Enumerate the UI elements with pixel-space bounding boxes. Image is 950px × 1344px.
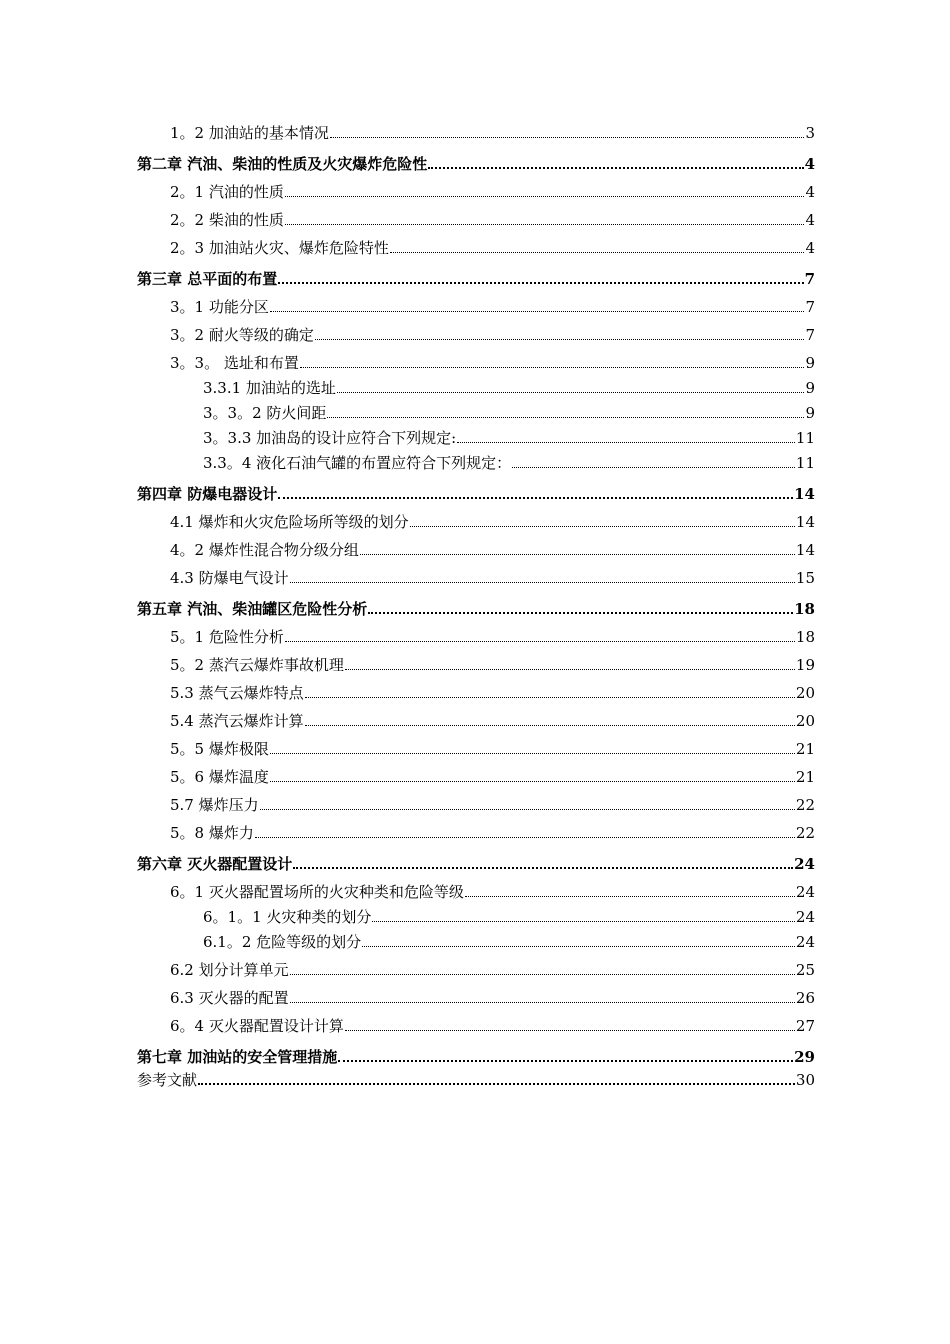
dot-leader xyxy=(255,837,795,838)
toc-page-number: 19 xyxy=(795,656,815,674)
dot-leader xyxy=(457,442,795,443)
dot-leader xyxy=(465,896,795,897)
dot-leader xyxy=(260,809,795,810)
dot-leader xyxy=(300,367,805,368)
dot-leader xyxy=(512,467,795,468)
toc-entry-title: 3。3。2 防火间距 xyxy=(203,404,327,422)
toc-page-number: 7 xyxy=(805,298,815,316)
toc-section-entry[interactable] xyxy=(137,824,815,842)
toc-page-number: 20 xyxy=(795,712,815,730)
toc-chapter-entry[interactable] xyxy=(137,270,815,288)
toc-chapter-entry[interactable] xyxy=(137,485,815,503)
toc-entry-title: 6.1。2 危险等级的划分 xyxy=(203,933,362,951)
toc-page-number: 4 xyxy=(805,211,815,229)
dot-leader xyxy=(290,1002,795,1003)
dot-leader xyxy=(338,1060,793,1062)
toc-section-entry[interactable] xyxy=(137,684,815,702)
dot-leader xyxy=(362,946,795,947)
toc-page-number: 14 xyxy=(795,541,815,559)
dot-leader xyxy=(305,725,795,726)
toc-entry-title: 6.3 灭火器的配置 xyxy=(170,989,289,1007)
toc-section-entry[interactable] xyxy=(137,513,815,531)
toc-section-entry[interactable] xyxy=(137,211,815,229)
toc-page-number: 7 xyxy=(804,270,815,288)
dot-leader xyxy=(368,612,793,614)
dot-leader xyxy=(305,697,795,698)
toc-section-entry[interactable] xyxy=(137,124,815,142)
dot-leader xyxy=(390,252,805,253)
toc-page-number: 24 xyxy=(795,908,815,926)
toc-entry-title: 参考文献 xyxy=(137,1071,198,1089)
dot-leader xyxy=(428,167,803,169)
toc-page-number: 22 xyxy=(795,796,815,814)
toc-section-entry[interactable] xyxy=(137,404,815,422)
toc-page-number: 15 xyxy=(795,569,815,587)
toc-chapter-entry[interactable] xyxy=(137,1048,815,1066)
toc-page-number: 11 xyxy=(795,429,815,447)
toc-page-number: 14 xyxy=(795,513,815,531)
dot-leader xyxy=(345,1030,795,1031)
toc-page-number: 21 xyxy=(795,768,815,786)
toc-page-number: 7 xyxy=(805,326,815,344)
toc-entry-title: 第七章 加油站的安全管理措施 xyxy=(137,1048,338,1066)
toc-page-number: 9 xyxy=(805,354,815,372)
toc-entry-title: 第五章 汽油、柴油罐区危险性分析 xyxy=(137,600,368,618)
toc-section-entry[interactable] xyxy=(137,796,815,814)
toc-section-entry[interactable] xyxy=(137,239,815,257)
dot-leader xyxy=(290,582,795,583)
toc-entry-title: 5。5 爆炸极限 xyxy=(170,740,269,758)
toc-page-number: 26 xyxy=(795,989,815,1007)
toc-chapter-entry[interactable] xyxy=(137,600,815,618)
toc-page-number: 4 xyxy=(805,183,815,201)
dot-leader xyxy=(270,781,795,782)
toc-entry-title: 4.1 爆炸和火灾危险场所等级的划分 xyxy=(170,513,409,531)
toc-section-entry[interactable] xyxy=(137,768,815,786)
toc-section-entry[interactable] xyxy=(137,183,815,201)
toc-entry-title: 5。8 爆炸力 xyxy=(170,824,254,842)
toc-chapter-entry[interactable] xyxy=(137,155,815,173)
toc-entry-title: 1。2 加油站的基本情况 xyxy=(170,124,329,142)
toc-section-entry[interactable] xyxy=(137,933,815,951)
dot-leader xyxy=(270,311,805,312)
toc-page-number: 24 xyxy=(795,933,815,951)
toc-entry-title: 3.3.1 加油站的选址 xyxy=(203,379,336,397)
toc-section-entry[interactable] xyxy=(137,326,815,344)
dot-leader xyxy=(372,921,795,922)
dot-leader xyxy=(278,282,803,284)
toc-section-entry[interactable] xyxy=(137,961,815,979)
toc-chapter-entry[interactable] xyxy=(137,855,815,873)
toc-entry-title: 3。3.3 加油岛的设计应符合下列规定: xyxy=(203,429,457,447)
toc-page-number: 29 xyxy=(794,1048,815,1066)
toc-entry-title: 2。2 柴油的性质 xyxy=(170,211,284,229)
toc-page-number: 27 xyxy=(795,1017,815,1035)
toc-section-entry[interactable] xyxy=(137,740,815,758)
toc-entry-title: 6.2 划分计算单元 xyxy=(170,961,289,979)
toc-section-entry[interactable] xyxy=(137,908,815,926)
toc-entry-title: 3。2 耐火等级的确定 xyxy=(170,326,314,344)
toc-entry-title: 3.3。4 液化石油气罐的布置应符合下列规定： xyxy=(203,454,512,472)
toc-page-number: 18 xyxy=(795,628,815,646)
toc-page-number: 4 xyxy=(805,239,815,257)
toc-entry-title: 3。3。 选址和布置 xyxy=(170,354,299,372)
toc-page-number: 24 xyxy=(794,855,815,873)
toc-page-number: 14 xyxy=(794,485,815,503)
dot-leader xyxy=(360,554,795,555)
toc-entry-title: 4。2 爆炸性混合物分级分组 xyxy=(170,541,359,559)
toc-entry-title: 3。1 功能分区 xyxy=(170,298,269,316)
toc-section-entry[interactable] xyxy=(137,354,815,372)
toc-section-entry[interactable] xyxy=(137,883,815,901)
toc-entry-title: 第三章 总平面的布置 xyxy=(137,270,278,288)
toc-page-number: 18 xyxy=(794,600,815,618)
toc-section-entry[interactable] xyxy=(137,712,815,730)
toc-page-number: 22 xyxy=(795,824,815,842)
dot-leader xyxy=(327,417,804,418)
dot-leader xyxy=(285,196,805,197)
toc-entry-title: 2。3 加油站火灾、爆炸危险特性 xyxy=(170,239,389,257)
dot-leader xyxy=(330,137,805,138)
toc-page-number: 11 xyxy=(795,454,815,472)
dot-leader xyxy=(293,867,793,869)
toc-page-number: 25 xyxy=(795,961,815,979)
toc-entry-title: 5。2 蒸汽云爆炸事故机理 xyxy=(170,656,344,674)
toc-entry-title: 5.4 蒸汽云爆炸计算 xyxy=(170,712,304,730)
toc-section-entry[interactable] xyxy=(137,454,815,472)
toc-entry-title: 6。4 灭火器配置设计计算 xyxy=(170,1017,344,1035)
dot-leader xyxy=(198,1083,795,1085)
dot-leader xyxy=(285,641,795,642)
toc-entry-title: 第二章 汽油、柴油的性质及火灾爆炸危险性 xyxy=(137,155,428,173)
toc-page-number: 9 xyxy=(805,379,815,397)
toc-page-number: 4 xyxy=(804,155,815,173)
toc-entry-title: 6。1。1 火灾种类的划分 xyxy=(203,908,372,926)
toc-entry-title: 6。1 灭火器配置场所的火灾种类和危险等级 xyxy=(170,883,464,901)
table-of-contents xyxy=(137,124,815,1089)
dot-leader xyxy=(290,974,795,975)
toc-entry-title: 2。1 汽油的性质 xyxy=(170,183,284,201)
dot-leader xyxy=(345,669,795,670)
toc-page-number: 3 xyxy=(805,124,815,142)
toc-entry-title: 第四章 防爆电器设计 xyxy=(137,485,278,503)
toc-section-entry[interactable] xyxy=(137,628,815,646)
dot-leader xyxy=(270,753,795,754)
toc-section-entry[interactable] xyxy=(137,569,815,587)
dot-leader xyxy=(315,339,805,340)
toc-page-number: 24 xyxy=(795,883,815,901)
dot-leader xyxy=(410,526,795,527)
dot-leader xyxy=(337,392,805,393)
toc-section-entry[interactable] xyxy=(137,656,815,674)
toc-entry-title: 4.3 防爆电气设计 xyxy=(170,569,289,587)
dot-leader xyxy=(285,224,805,225)
toc-page-number: 9 xyxy=(805,404,815,422)
toc-page-number: 30 xyxy=(795,1071,815,1089)
toc-section-entry[interactable] xyxy=(137,298,815,316)
toc-page-number: 21 xyxy=(795,740,815,758)
toc-entry-title: 5。1 危险性分析 xyxy=(170,628,284,646)
dot-leader xyxy=(278,497,793,499)
toc-section-entry[interactable] xyxy=(137,379,815,397)
toc-page-number: 20 xyxy=(795,684,815,702)
toc-section-entry[interactable] xyxy=(137,989,815,1007)
toc-section-entry[interactable] xyxy=(137,429,815,447)
toc-entry-title: 5。6 爆炸温度 xyxy=(170,768,269,786)
toc-entry-title: 5.3 蒸气云爆炸特点 xyxy=(170,684,304,702)
toc-entry-title: 5.7 爆炸压力 xyxy=(170,796,259,814)
toc-section-entry[interactable] xyxy=(137,541,815,559)
toc-entry-title: 第六章 灭火器配置设计 xyxy=(137,855,293,873)
toc-section-entry[interactable] xyxy=(137,1017,815,1035)
toc-chapter-entry[interactable] xyxy=(137,1071,815,1089)
